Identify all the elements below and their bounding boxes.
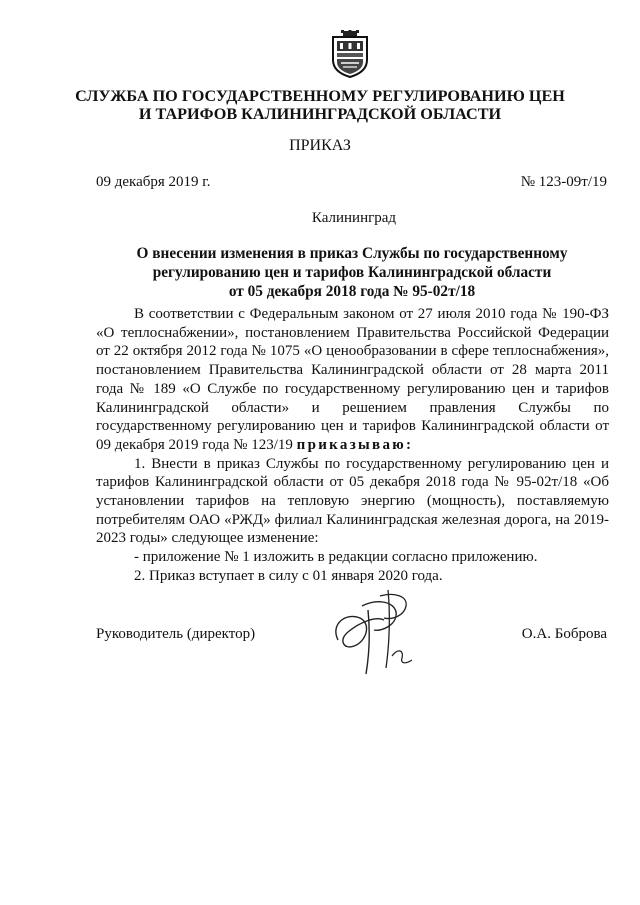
preamble-paragraph (96, 305, 609, 455)
document-type: ПРИКАЗ (289, 137, 351, 154)
order-word: приказываю: (296, 436, 414, 453)
signer-name: О.А. Боброва (521, 626, 607, 642)
signer-role: Руководитель (директор) (96, 626, 256, 642)
item-1-paragraph: 1. Внести в приказ Службы по государственному регулированию цен и тарифов Калининградской области от 05 декабря 2018 года № 95-02т/18 «Об установлении тарифов на тепловую энергию (мощность), поставляемую потребителям ОАО «РЖД» филиал Калининградская железная дорога, на 2019-2023 годы» следующее изменение: (96, 455, 609, 547)
agency-name-line-2: И ТАРИФОВ КАЛИНИНГРАДСКОЙ ОБЛАСТИ (138, 105, 502, 123)
preamble-text: В соответствии с Федеральным законом от 27 июля 2010 года № 190-ФЗ «О теплоснабжении», постановлением Правительства Российской Федерации от 22 октября 2012 года № 1075 «О ценообразовании в сфере теплоснабжения», постановлением Правительства Калининградской области от 28 марта 2011 года № 189 «О Службе по государственному регулированию цен и тарифов Калининградской области» и решением правления Службы по государственному регулированию цен и тарифов Калининградской области от 09 декабря 2019 года № 123/19 (96, 306, 609, 453)
item-1-subitem: - приложение № 1 изложить в редакции согласно приложению. (134, 549, 538, 566)
document-title-line-1: О внесении изменения в приказ Службы по государственному (136, 245, 568, 262)
document-title-line-3: от 05 декабря 2018 года № 95-02т/18 (228, 283, 476, 300)
coat-of-arms-icon (329, 30, 371, 78)
document-date: 09 декабря 2019 г. (96, 174, 211, 190)
document-body (96, 305, 609, 586)
document-number: № 123-09т/19 (520, 174, 607, 190)
document-city: Калининград (311, 210, 397, 226)
document-title-line-2: регулированию цен и тарифов Калининградской области (152, 264, 552, 281)
agency-name-line-1: СЛУЖБА ПО ГОСУДАРСТВЕННОМУ РЕГУЛИРОВАНИЮ ЦЕН (75, 87, 565, 105)
item-2-paragraph: 2. Приказ вступает в силу с 01 января 2020 года. (134, 567, 443, 584)
handwritten-signature (318, 580, 428, 690)
